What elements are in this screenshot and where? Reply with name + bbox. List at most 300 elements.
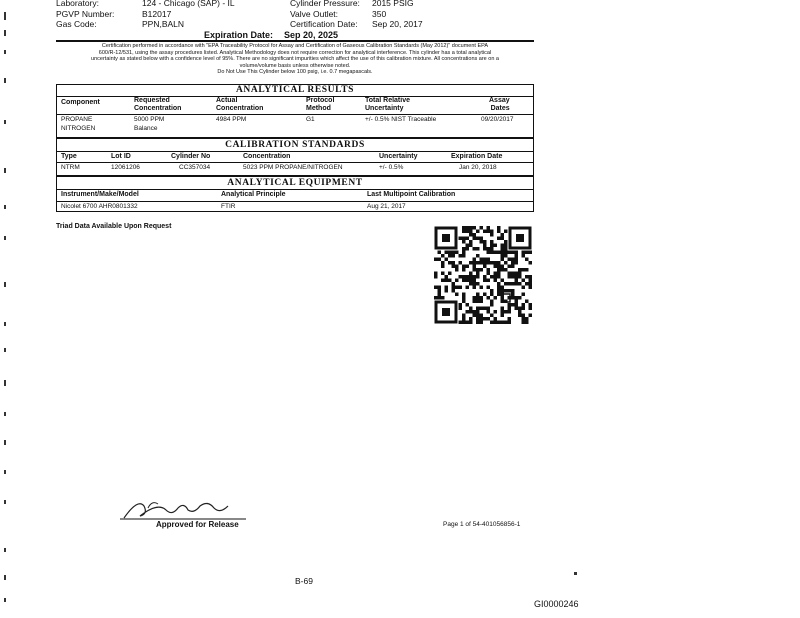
qr-module <box>476 307 480 311</box>
qr-module <box>529 282 533 286</box>
qr-module <box>445 275 449 279</box>
qr-module <box>518 310 522 314</box>
qr-module <box>441 261 445 265</box>
cert-line-3: uncertainty as stated below with a confidence level of 95%. There are no significant impurities which affect the use of this calibration mixture. All concentrations are on a <box>91 56 499 62</box>
qr-module <box>497 237 501 241</box>
scan-mark <box>4 412 6 416</box>
qr-module <box>469 272 473 276</box>
qr-module <box>501 247 505 251</box>
qr-module <box>455 279 459 283</box>
qr-module <box>455 268 459 272</box>
qr-code <box>434 226 532 324</box>
qr-module <box>448 261 452 265</box>
qr-module <box>438 296 442 300</box>
scan-mark <box>4 575 6 580</box>
qr-module <box>515 261 519 265</box>
qr-module <box>504 321 508 325</box>
qr-module <box>511 251 515 255</box>
qr-module <box>504 230 508 234</box>
qr-module <box>448 251 452 255</box>
qr-module <box>483 240 487 244</box>
qr-module <box>476 261 480 265</box>
qr-module <box>473 261 477 265</box>
qr-module <box>529 314 533 318</box>
laboratory-label: Laboratory: <box>56 0 99 8</box>
col-uncertainty: Total Relative Uncertainty <box>365 97 410 112</box>
qr-module <box>501 254 505 258</box>
scan-mark <box>4 236 6 240</box>
qr-module <box>525 258 529 262</box>
qr-module <box>508 310 512 314</box>
qr-module <box>529 303 533 307</box>
qr-module <box>476 317 480 321</box>
qr-module <box>494 296 498 300</box>
qr-module <box>518 314 522 318</box>
laboratory-value: 124 - Chicago (SAP) - IL <box>142 0 235 8</box>
cell-cylinder-no: CC357034 <box>179 164 211 171</box>
qr-module <box>497 321 501 325</box>
qr-module <box>504 240 508 244</box>
qr-module <box>480 261 484 265</box>
qr-module <box>487 279 491 283</box>
certification-statement <box>56 43 534 76</box>
qr-module <box>462 251 466 255</box>
qr-module <box>483 293 487 297</box>
qr-module <box>469 317 473 321</box>
qr-module <box>504 244 508 248</box>
qr-module <box>452 282 456 286</box>
qr-module <box>441 279 445 283</box>
signature <box>118 496 248 522</box>
cell-assay: 09/20/2017 <box>481 116 514 123</box>
qr-module <box>529 261 533 265</box>
qr-module <box>501 289 505 293</box>
qr-module <box>459 286 463 290</box>
cell-type: NTRM <box>61 164 80 171</box>
qr-module <box>445 289 449 293</box>
qr-module <box>480 268 484 272</box>
qr-module <box>480 314 484 318</box>
qr-module <box>469 279 473 283</box>
qr-module <box>525 251 529 255</box>
qr-module <box>469 310 473 314</box>
qr-module <box>483 230 487 234</box>
qr-module <box>483 317 487 321</box>
qr-module <box>515 279 519 283</box>
scan-mark <box>4 78 6 83</box>
col-assay: Assay Dates <box>489 97 510 112</box>
qr-module <box>459 321 463 325</box>
qr-module <box>434 272 438 276</box>
qr-module <box>462 296 466 300</box>
qr-module <box>508 317 512 321</box>
qr-module <box>480 286 484 290</box>
qr-module <box>518 296 522 300</box>
qr-module <box>462 279 466 283</box>
cell-component: PROPANE <box>61 116 93 123</box>
qr-module <box>490 289 494 293</box>
approved-for-release: Approved for Release <box>156 520 239 529</box>
qr-module <box>497 286 501 290</box>
qr-module <box>462 321 466 325</box>
qr-module <box>476 254 480 258</box>
section-rule <box>57 96 533 97</box>
qr-module <box>494 317 498 321</box>
qr-module <box>508 275 512 279</box>
qr-module <box>525 317 529 321</box>
qr-module <box>469 275 473 279</box>
qr-module <box>469 233 473 237</box>
qr-module <box>508 258 512 262</box>
qr-module <box>504 310 508 314</box>
qr-module <box>504 289 508 293</box>
qr-module <box>501 321 505 325</box>
cell-actual: 4984 PPM <box>216 116 247 123</box>
qr-module <box>483 244 487 248</box>
qr-module <box>476 282 480 286</box>
qr-module <box>487 296 491 300</box>
analytical-results-title: ANALYTICAL RESULTS <box>235 85 355 95</box>
qr-module <box>515 251 519 255</box>
scan-mark <box>4 348 6 352</box>
col-concentration: Concentration <box>243 153 291 160</box>
section-rule <box>57 189 533 190</box>
qr-module <box>466 321 470 325</box>
qr-module <box>466 303 470 307</box>
qr-module <box>438 286 442 290</box>
qr-module <box>476 247 480 251</box>
qr-module <box>494 310 498 314</box>
cell-requested: Balance <box>134 125 158 132</box>
qr-module <box>438 251 442 255</box>
scan-mark <box>4 282 6 287</box>
qr-module <box>487 251 491 255</box>
qr-module <box>476 321 480 325</box>
cert-date-label: Certification Date: <box>290 19 358 29</box>
gascode-value: PPN,BALN <box>142 19 185 29</box>
cert-line-4: volume/volume basis unless otherwise noted. <box>239 62 351 69</box>
col-expiration-date: Expiration Date <box>451 153 503 160</box>
qr-module <box>487 258 491 262</box>
qr-module <box>501 258 505 262</box>
qr-module <box>473 279 477 283</box>
analytical-results-section <box>56 84 534 138</box>
qr-module <box>515 275 519 279</box>
qr-module <box>476 293 480 297</box>
qr-module <box>441 265 445 269</box>
qr-module <box>466 237 470 241</box>
qr-module <box>445 258 449 262</box>
qr-module <box>455 251 459 255</box>
qr-module <box>511 303 515 307</box>
qr-module <box>438 258 442 262</box>
scan-mark <box>4 470 6 474</box>
qr-module <box>518 272 522 276</box>
qr-module <box>522 321 526 325</box>
qr-module <box>448 254 452 258</box>
qr-module <box>501 310 505 314</box>
qr-module <box>522 251 526 255</box>
qr-module <box>497 261 501 265</box>
qr-module <box>476 300 480 304</box>
qr-module <box>501 268 505 272</box>
qr-module <box>494 244 498 248</box>
qr-module <box>473 233 477 237</box>
cell-calibration: Aug 21, 2017 <box>367 203 406 210</box>
qr-module <box>469 261 473 265</box>
qr-module <box>504 254 508 258</box>
qr-module <box>459 254 463 258</box>
qr-module <box>504 268 508 272</box>
qr-module <box>501 237 505 241</box>
qr-module <box>522 268 526 272</box>
cell-uncertainty: +/- 0.5% <box>379 164 404 171</box>
qr-module <box>525 321 529 325</box>
qr-module <box>497 289 501 293</box>
qr-module <box>459 307 463 311</box>
qr-module <box>487 268 491 272</box>
pgvp-value: B12017 <box>142 9 172 19</box>
qr-module <box>501 286 505 290</box>
qr-module <box>490 240 494 244</box>
cell-concentration: 5023 PPM PROPANE/NITROGEN <box>243 164 343 171</box>
qr-module <box>455 265 459 269</box>
qr-module <box>529 275 533 279</box>
qr-module <box>462 226 466 230</box>
qr-module <box>455 293 459 297</box>
scan-mark <box>4 548 6 552</box>
qr-module <box>483 279 487 283</box>
cert-line-1: Certification performed in accordance with "EPA Traceability Protocol for Assay and Certification of Gaseous Calibration Standards (May 2012)" document EPA <box>101 43 489 49</box>
qr-module <box>501 307 505 311</box>
qr-module <box>490 244 494 248</box>
qr-module <box>452 286 456 290</box>
page-number: B-69 <box>295 576 313 586</box>
qr-module <box>490 230 494 234</box>
qr-module <box>480 307 484 311</box>
qr-module <box>525 282 529 286</box>
qr-module <box>462 268 466 272</box>
qr-module <box>452 251 456 255</box>
col-principle: Analytical Principle <box>221 191 286 198</box>
qr-module <box>452 289 456 293</box>
qr-module <box>476 230 480 234</box>
cell-lot-id: 12061206 <box>111 164 140 171</box>
qr-module <box>473 237 477 241</box>
qr-module <box>511 265 515 269</box>
qr-module <box>473 258 477 262</box>
qr-module <box>511 261 515 265</box>
qr-module <box>518 282 522 286</box>
qr-module <box>501 279 505 283</box>
qr-module <box>508 265 512 269</box>
qr-module <box>497 293 501 297</box>
qr-module <box>508 303 512 307</box>
valve-outlet-label: Valve Outlet: <box>290 9 339 19</box>
qr-module <box>504 282 508 286</box>
qr-module <box>522 303 526 307</box>
qr-module <box>462 237 466 241</box>
qr-module <box>448 272 452 276</box>
qr-module <box>445 251 449 255</box>
qr-module <box>490 261 494 265</box>
document-id: GI0000246 <box>534 599 579 609</box>
header-rule-row <box>57 162 533 163</box>
qr-module <box>511 293 515 297</box>
qr-module <box>459 261 463 265</box>
scan-mark <box>4 205 6 209</box>
cell-component: NITROGEN <box>61 125 96 132</box>
header-rule <box>56 40 534 42</box>
col-actual: Actual Concentration <box>216 97 264 112</box>
qr-module <box>501 233 505 237</box>
valve-outlet-value: 350 <box>372 9 387 19</box>
qr-module <box>497 282 501 286</box>
qr-module <box>529 279 533 283</box>
col-protocol: Protocol Method <box>306 97 335 112</box>
qr-module <box>518 307 522 311</box>
expiration-label: Expiration Date: <box>204 30 274 40</box>
qr-module <box>483 247 487 251</box>
qr-module <box>462 230 466 234</box>
analytical-equipment-section <box>56 176 534 212</box>
qr-module <box>494 321 498 325</box>
qr-module <box>473 275 477 279</box>
cert-date-value: Sep 20, 2017 <box>372 19 423 29</box>
scan-mark <box>4 322 6 326</box>
qr-module <box>473 247 477 251</box>
qr-module <box>508 272 512 276</box>
qr-module <box>473 310 477 314</box>
qr-module <box>469 230 473 234</box>
qr-module <box>522 317 526 321</box>
qr-module <box>508 251 512 255</box>
qr-module <box>497 272 501 276</box>
cell-expiration-date: Jan 20, 2018 <box>459 164 497 171</box>
qr-module <box>515 254 519 258</box>
qr-module <box>529 307 533 311</box>
qr-module <box>497 265 501 269</box>
qr-module <box>466 286 470 290</box>
qr-module <box>511 296 515 300</box>
scan-mark <box>4 440 6 445</box>
analytical-equipment-title: ANALYTICAL EQUIPMENT <box>227 178 363 188</box>
qr-module <box>487 310 491 314</box>
cell-instrument: Nicolet 6700 AHR0801332 <box>61 203 138 210</box>
cell-protocol: G1 <box>306 116 315 123</box>
qr-module <box>497 268 501 272</box>
qr-module <box>483 275 487 279</box>
qr-module <box>522 307 526 311</box>
qr-module <box>452 265 456 269</box>
qr-module <box>476 237 480 241</box>
col-requested: Requested Concentration <box>134 97 182 112</box>
cell-uncertainty: +/- 0.5% NIST Traceable <box>365 116 437 123</box>
qr-module <box>487 307 491 311</box>
qr-module <box>434 258 438 262</box>
qr-module <box>494 265 498 269</box>
col-component: Component <box>61 99 100 106</box>
qr-module <box>522 286 526 290</box>
cylinder-pressure-label: Cylinder Pressure: <box>290 0 360 8</box>
qr-module <box>434 296 438 300</box>
qr-module <box>501 251 505 255</box>
qr-module <box>462 293 466 297</box>
qr-module <box>525 275 529 279</box>
qr-module <box>490 251 494 255</box>
qr-module <box>487 272 491 276</box>
qr-module <box>480 258 484 262</box>
qr-module <box>462 247 466 251</box>
col-cylinder-no: Cylinder No <box>171 153 211 160</box>
qr-module <box>504 251 508 255</box>
header-rule-row <box>57 114 533 115</box>
qr-module <box>515 272 519 276</box>
calibration-standards-title: CALIBRATION STANDARDS <box>225 140 365 150</box>
qr-module <box>469 321 473 325</box>
qr-module <box>525 268 529 272</box>
qr-module <box>490 321 494 325</box>
qr-module <box>438 293 442 297</box>
qr-module <box>501 265 505 269</box>
qr-module <box>487 247 491 251</box>
qr-module <box>497 226 501 230</box>
qr-module <box>511 289 515 293</box>
qr-module <box>476 268 480 272</box>
qr-module <box>434 286 438 290</box>
qr-module <box>490 233 494 237</box>
qr-module <box>529 286 533 290</box>
qr-module <box>480 300 484 304</box>
scan-mark <box>4 120 6 124</box>
qr-module <box>515 282 519 286</box>
cert-line-2: 600/R-12/531, using the assay procedures listed. Analytical Methodology does not require correction for analytical interference. This cylinder has a total analytical <box>98 49 492 56</box>
qr-module <box>490 293 494 297</box>
qr-module <box>515 307 519 311</box>
qr-module <box>515 300 519 304</box>
qr-module <box>462 265 466 269</box>
qr-module <box>511 272 515 276</box>
qr-module <box>469 282 473 286</box>
qr-module <box>515 296 519 300</box>
qr-module <box>476 272 480 276</box>
qr-module <box>511 275 515 279</box>
qr-module <box>466 265 470 269</box>
qr-module <box>466 247 470 251</box>
qr-module <box>445 286 449 290</box>
qr-module <box>462 317 466 321</box>
qr-module <box>515 258 519 262</box>
qr-module <box>511 282 515 286</box>
page-info: Page 1 of 54-401056856-1 <box>443 521 521 528</box>
qr-module <box>483 258 487 262</box>
qr-module <box>459 275 463 279</box>
qr-module <box>441 254 445 258</box>
qr-module <box>480 226 484 230</box>
qr-module <box>462 254 466 258</box>
qr-module <box>494 279 498 283</box>
qr-module <box>469 307 473 311</box>
qr-module <box>529 251 533 255</box>
qr-module <box>452 261 456 265</box>
qr-module <box>466 226 470 230</box>
qr-module <box>490 300 494 304</box>
qr-module <box>518 268 522 272</box>
triad-data-note: Triad Data Available Upon Request <box>56 223 172 230</box>
qr-module <box>522 293 526 297</box>
qr-module <box>487 226 491 230</box>
qr-module <box>452 254 456 258</box>
